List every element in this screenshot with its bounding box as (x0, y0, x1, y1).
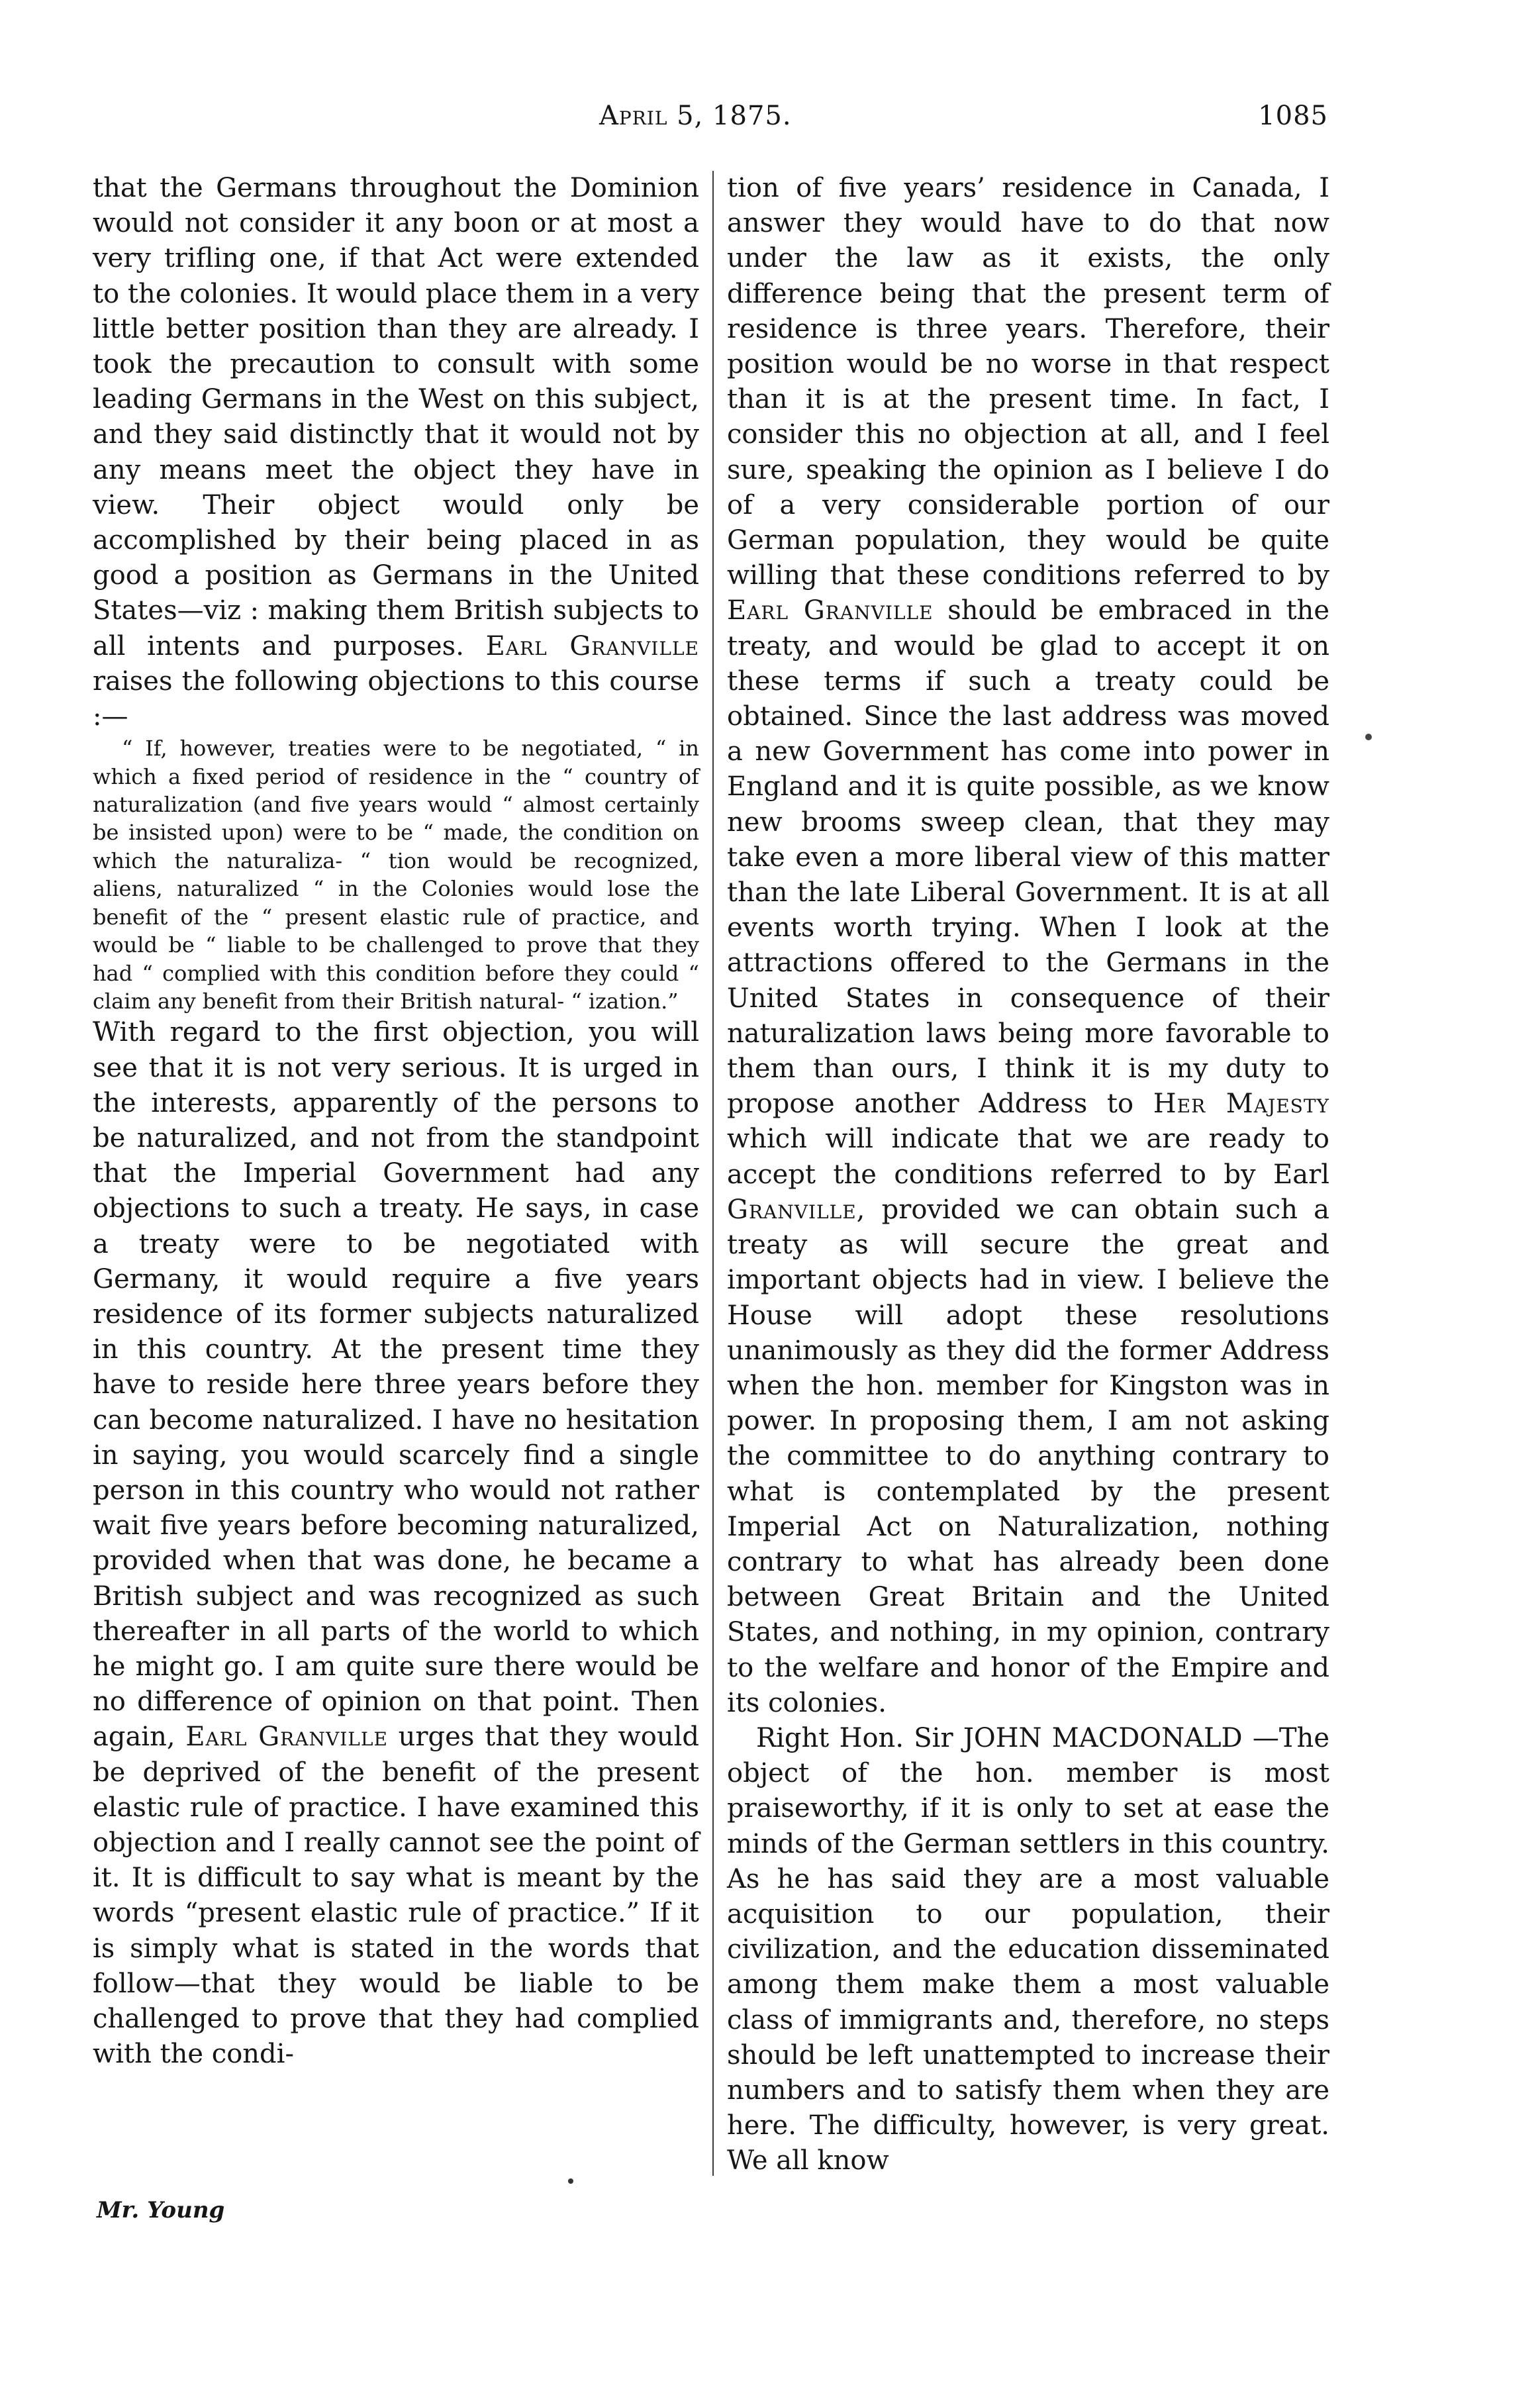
running-head (0, 101, 1540, 140)
right-p1-d: provided we can obtain such a treaty as will secure the great and important objects had in view. I believe the House will adopt these resolutions unanimously as they did the former Address when the hon. member for Kingston was in power. In proposing them, I am not asking the committee to do anything contrary to what is contemplated by the present Imperial Act on Naturalization, nothing contrary to what has already been done between Great Britain and the United States, and nothing, in my opinion, contrary to the welfare and honor of the Empire and its colonies. (727, 1194, 1330, 1718)
left-paragraph-1 (93, 171, 699, 734)
earl-granville-name: Earl Granville (485, 630, 699, 661)
print-speck (1365, 734, 1372, 740)
left-p2-text: With regard to the first objection, you will see that it is not very serious. It is urged in the interests, apparently of the persons to be naturalized, and not from the standpoint that the Imperial Government had any objections to such a treaty. He says, in case a treaty were to be negotiated with Germany, it would require a five years residence of its former subjects naturalized in this country. At the present time they have to reside here three years before they can become naturalized. I have no hesitation in saying, you would scarcely find a single person in this country who would not rather wait five years before becoming naturalized, provided when that was done, he became a British subject and was recognized as such thereafter in all parts of the world to which he might go. I am quite sure there would be no difference of opinion on that point. Then again, (93, 1017, 699, 1753)
her-majesty-name: Her Majesty (1153, 1089, 1329, 1120)
speaker-name: Right Hon. Sir JOHN MACDONALD (756, 1722, 1243, 1753)
right-p1-c: which will indicate that we are ready to accept the conditions referred to by Earl (727, 1124, 1329, 1190)
left-column (93, 171, 699, 2072)
right-paragraph-2 (727, 1721, 1329, 2179)
page-date: April 5, 1875. (599, 101, 792, 131)
left-p1-end: raises the following objections to this course :— (93, 665, 699, 732)
granville-quote: “ If, however, treaties were to be negotiated, “ in which a fixed period of residence in the “ country of naturalization (and five years would “ almost certainly be insisted upon) were to be “ made, the condition on which the naturaliza- “ tion would be recognized, aliens, naturalized “ in the Colonies would lose the benefit of the “ present elastic rule of practice, and would be “ liable to be challenged to prove that they had “ complied with this condition before they could “ claim any benefit from their British natural- “ ization.” (93, 736, 699, 1014)
left-p1-text: that the Germans throughout the Dominion would not consider it any boon or at most a very trifling one, if that Act were extended to the colonies. It would place them in a very little better position than they are already. I took the precaution to consult with some leading Germans in the West on this subject, and they said distinctly that it would not by any means meet the object they have in view. Their object would only be accomplished by their being placed in as good a position as Germans in the United States—viz : making them British subjects to all intents and purposes. (93, 173, 699, 661)
earl-granville-name: Earl Granville (185, 1722, 388, 1753)
granville-name: Granville, (727, 1194, 866, 1225)
left-paragraph-2 (93, 1015, 699, 2072)
print-speck (568, 2178, 573, 2184)
right-paragraph-1 (727, 171, 1329, 1721)
footer-speaker: Mr. Young (97, 2197, 225, 2223)
earl-granville-name: Earl Granville (727, 595, 934, 626)
left-p2-end: urges that they would be deprived of the benefit of the present elastic rule of practice. I have examined this objection and I really cannot see the point of it. It is difficult to say what is meant by the words “present elastic rule of practice.” If it is simply what is stated in the words that follow—that they would be liable to be challenged to prove that they had complied with the condi- (93, 1722, 700, 2070)
column-divider (712, 171, 714, 2176)
right-p1-b: should be embraced in the treaty, and would be glad to accept it on these terms if such a treaty could be obtained. Since the last address was moved a new Government has come into power in England and it is quite possible, as we know new brooms sweep clean, that they may take even a more liberal view of this matter than the late Liberal Government. It is at all events worth trying. When I look at the attractions offered to the Germans in the United States in consequence of their naturalization laws being more favorable to them than ours, I think it is my duty to propose another Address to (727, 595, 1329, 1120)
right-p1-a: tion of five years’ residence in Canada, I answer they would have to do that now under the law as it exists, the only difference being that the present term of residence is three years. Therefore, their position would be no worse in that respect than it is at the present time. In fact, I consider this no objection at all, and I feel sure, speaking the opinion as I believe I do of a very considerable portion of our German population, they would be quite willing that these conditions referred to by (727, 173, 1329, 591)
page-number: 1085 (1258, 101, 1328, 131)
right-p2-text: —The object of the hon. member is most praiseworthy, if it is only to set at ease the minds of the German settlers in this country. As he has said they are a most valuable acquisition to our population, their civilization, and the education disseminated among them make them a most valuable class of immigrants and, therefore, no steps should be left unattempted to increase their numbers and to satisfy them when they are here. The difficulty, however, is very great. We all know (727, 1722, 1329, 2176)
right-column (727, 171, 1329, 2179)
